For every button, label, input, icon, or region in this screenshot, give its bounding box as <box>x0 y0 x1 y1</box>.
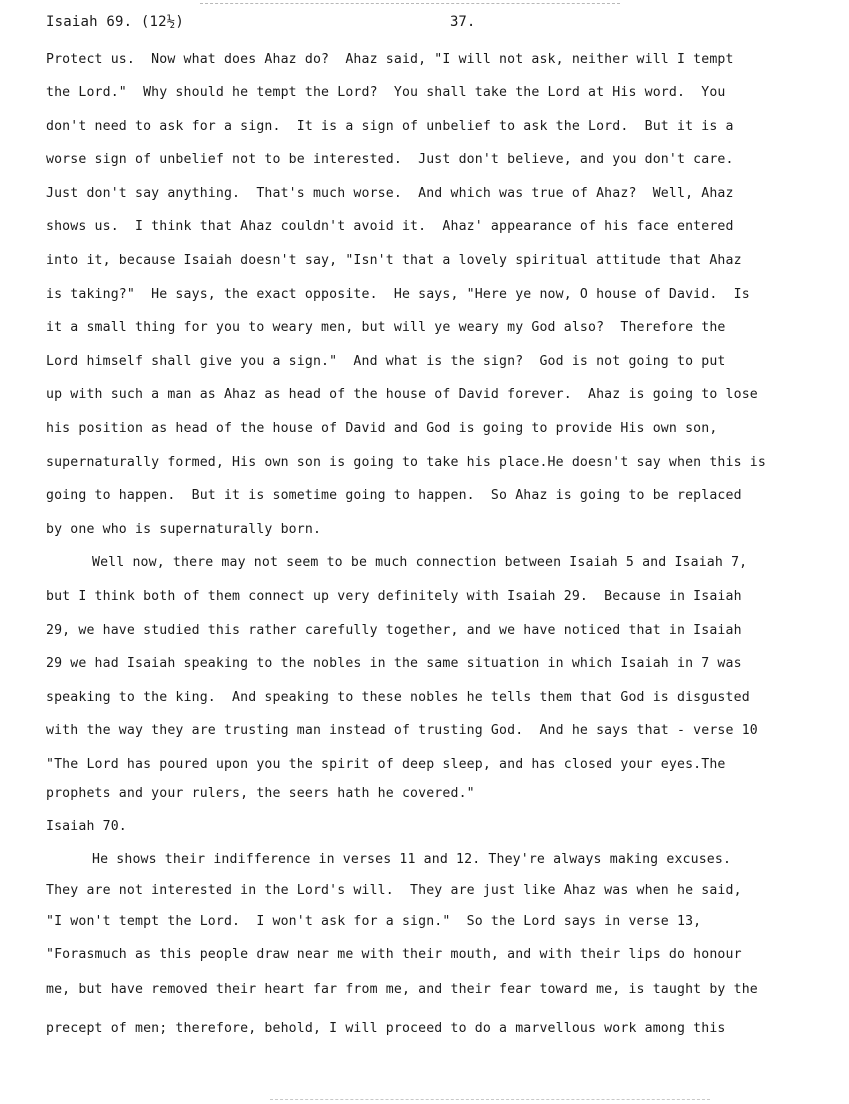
text-line: is taking?" He says, the exact opposite. He says, "Here ye now, O house of David. Is <box>46 287 750 302</box>
text-line: Well now, there may not seem to be much connection between Isaiah 5 and Isaiah 7, <box>92 555 748 570</box>
text-line: 29 we had Isaiah speaking to the nobles in the same situation in which Isaiah in 7 was <box>46 656 742 671</box>
text-line: by one who is supernaturally born. <box>46 522 322 537</box>
text-line: me, but have removed their heart far from me, and their fear toward me, is taught by the <box>46 982 758 997</box>
section-heading: Isaiah 69. (12½) <box>46 14 185 30</box>
text-line: it a small thing for you to weary men, but will ye weary my God also? Therefore the <box>46 320 726 335</box>
page-header <box>46 14 803 38</box>
text-line: He shows their indifference in verses 11 and 12. They're always making excuses. <box>92 852 732 867</box>
text-line: supernaturally formed, His own son is going to take his place.He doesn't say when this is <box>46 455 766 470</box>
text-line: 29, we have studied this rather carefully together, and we have noticed that in Isaiah <box>46 623 742 638</box>
text-line: worse sign of unbelief not to be interested. Just don't believe, and you don't care. <box>46 152 734 167</box>
text-line: the Lord." Why should he tempt the Lord? You shall take the Lord at His word. You <box>46 85 726 100</box>
text-line: Just don't say anything. That's much worse. And which was true of Ahaz? Well, Ahaz <box>46 186 734 201</box>
text-line: They are not interested in the Lord's will. They are just like Ahaz was when he said, <box>46 883 742 898</box>
text-line: prophets and your rulers, the seers hath he covered." <box>46 786 475 801</box>
text-line: "The Lord has poured upon you the spirit of deep sleep, and has closed your eyes.The <box>46 757 726 772</box>
text-line: "I won't tempt the Lord. I won't ask for a sign." So the Lord says in verse 13, <box>46 914 702 929</box>
text-line: "Forasmuch as this people draw near me with their mouth, and with their lips do honour <box>46 947 742 962</box>
page-number: 37. <box>450 14 476 30</box>
text-line: precept of men; therefore, behold, I will proceed to do a marvellous work among this <box>46 1021 726 1036</box>
text-line: going to happen. But it is sometime going to happen. So Ahaz is going to be replaced <box>46 488 742 503</box>
text-line: don't need to ask for a sign. It is a sign of unbelief to ask the Lord. But it is a <box>46 119 734 134</box>
text-line: up with such a man as Ahaz as head of the house of David forever. Ahaz is going to lose <box>46 387 758 402</box>
text-line: speaking to the king. And speaking to these nobles he tells them that God is disgusted <box>46 690 750 705</box>
text-line: Protect us. Now what does Ahaz do? Ahaz said, "I will not ask, neither will I tempt <box>46 52 734 67</box>
text-line: Lord himself shall give you a sign." And what is the sign? God is not going to put <box>46 354 726 369</box>
bottom-edge-mark <box>270 1099 710 1101</box>
text-line: with the way they are trusting man instead of trusting God. And he says that - verse 10 <box>46 723 758 738</box>
text-line: shows us. I think that Ahaz couldn't avoid it. Ahaz' appearance of his face entered <box>46 219 734 234</box>
text-line: into it, because Isaiah doesn't say, "Isn't that a lovely spiritual attitude that Ahaz <box>46 253 742 268</box>
top-edge-mark <box>200 3 620 5</box>
section-heading: Isaiah 70. <box>46 819 127 834</box>
text-line: his position as head of the house of David and God is going to provide His own son, <box>46 421 718 436</box>
text-line: but I think both of them connect up very definitely with Isaiah 29. Because in Isaiah <box>46 589 742 604</box>
